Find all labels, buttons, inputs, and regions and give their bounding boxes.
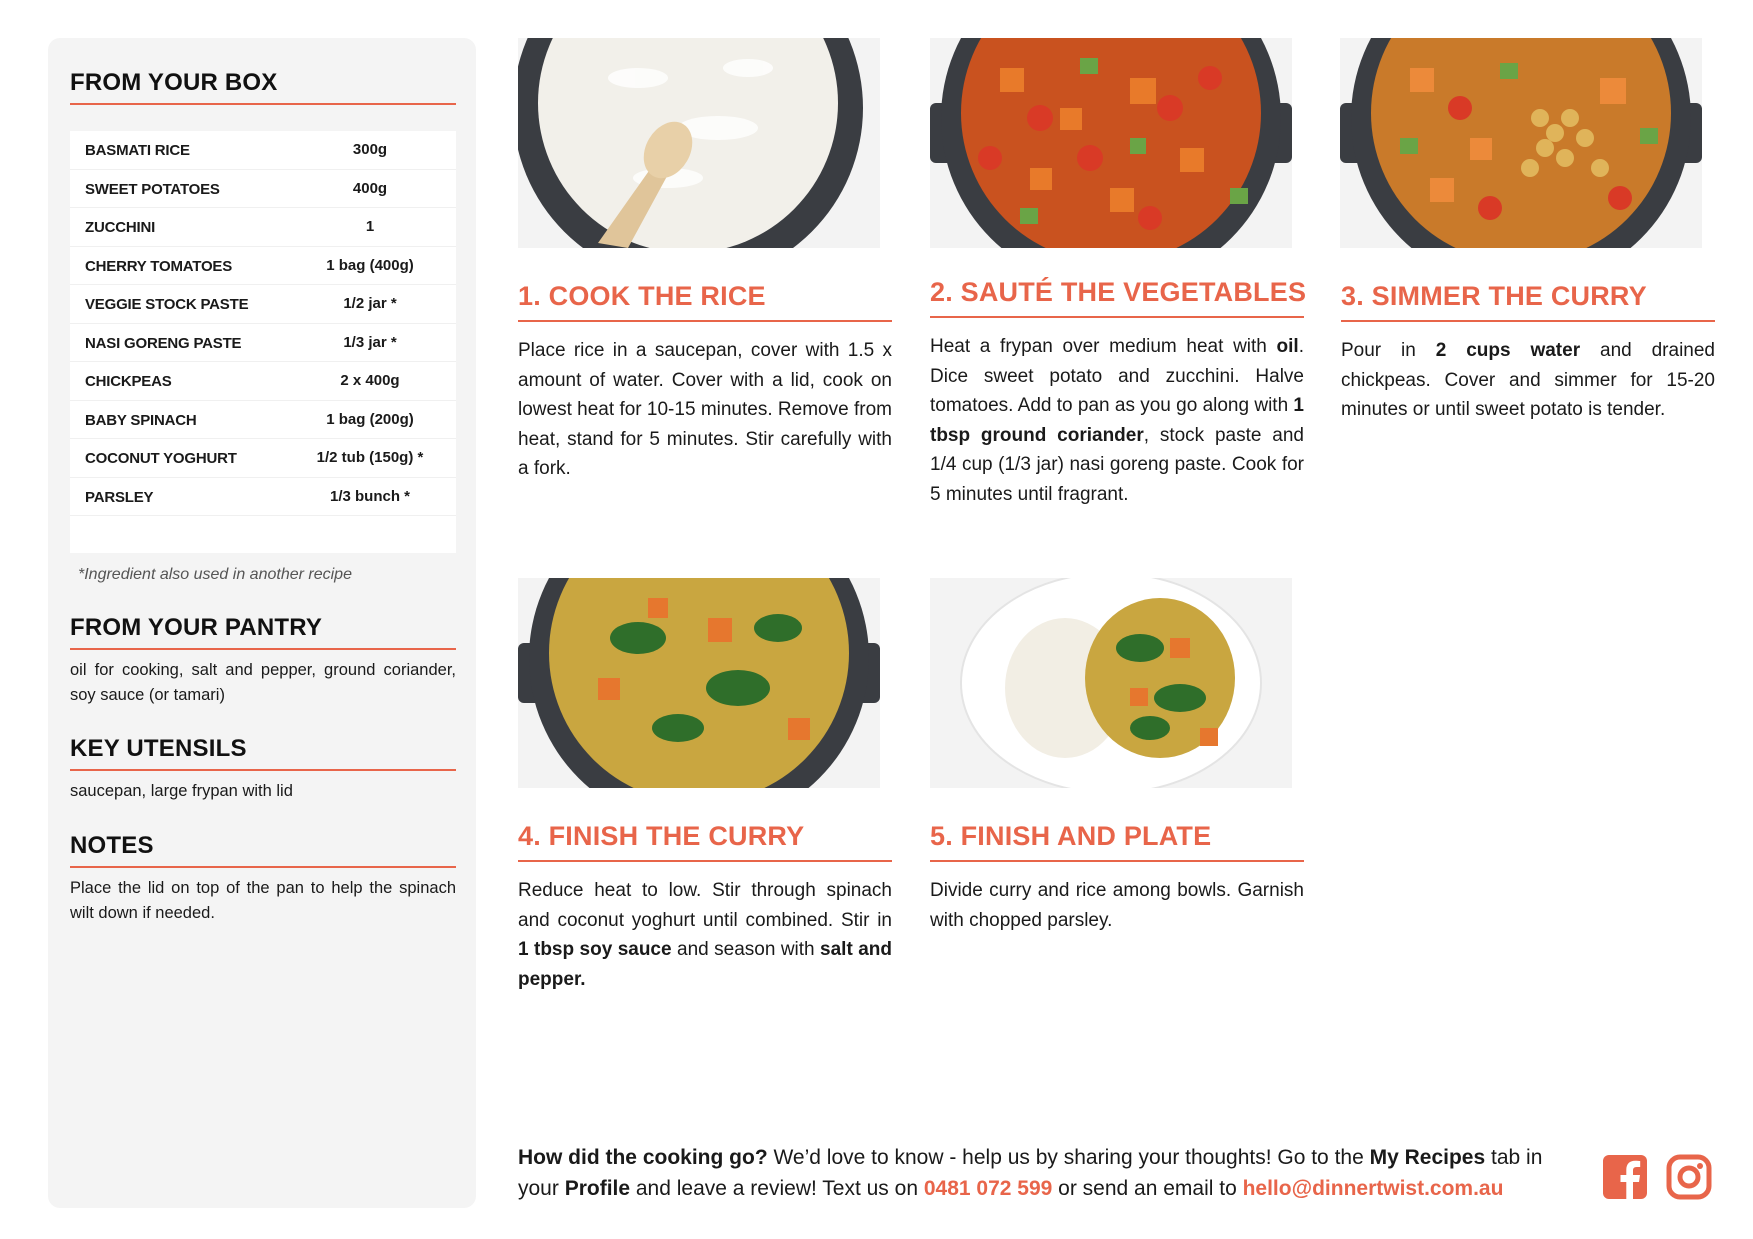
ingredient-name: BABY SPINACH bbox=[85, 411, 197, 429]
ingredient-name: VEGGIE STOCK PASTE bbox=[85, 296, 249, 313]
email-link[interactable]: hello@dinnertwist.com.au bbox=[1242, 1177, 1504, 1200]
ingredient-row bbox=[70, 131, 456, 170]
feedback-text-1: We’d love to know - help us by sharing your thoughts! Go to the bbox=[767, 1146, 1370, 1169]
step-3-rule bbox=[1341, 320, 1715, 322]
feedback-text-4: or send an email to bbox=[1052, 1177, 1243, 1200]
step-3-text bbox=[1341, 336, 1715, 425]
step-text-part: and season with bbox=[671, 939, 821, 960]
ingredient-name: NASI GORENG PASTE bbox=[85, 334, 242, 352]
ingredient-row bbox=[70, 324, 456, 363]
ingredient-name: CHICKPEAS bbox=[85, 373, 172, 390]
step-text-bold: 1 tbsp soy sauce bbox=[518, 939, 672, 960]
step-text-bold: oil bbox=[1276, 336, 1299, 357]
step-2-rule bbox=[930, 316, 1304, 318]
utensils-text: saucepan, large frypan with lid bbox=[70, 782, 293, 800]
ingredient-row bbox=[70, 362, 456, 401]
ingredient-name: COCONUT YOGHURT bbox=[85, 450, 237, 467]
facebook-icon[interactable] bbox=[1602, 1154, 1648, 1200]
ingredient-qty: 300g bbox=[352, 141, 388, 158]
ingredient-qty: 1 bbox=[365, 218, 375, 235]
step-4-photo bbox=[518, 578, 880, 788]
ingredient-footnote: *Ingredient also used in another recipe bbox=[78, 566, 352, 583]
step-text-bold: salt and pepper. bbox=[518, 939, 892, 990]
ingredient-name: SWEET POTATOES bbox=[85, 180, 220, 198]
my-recipes-link[interactable]: My Recipes bbox=[1369, 1146, 1486, 1169]
ingredient-qty: 1/2 tub (150g) * bbox=[316, 449, 424, 466]
ingredient-qty: 2 x 400g bbox=[340, 372, 400, 389]
step-1-title: 1. COOK THE RICE bbox=[518, 281, 766, 311]
feedback-footer bbox=[518, 1142, 1578, 1204]
ingredient-qty: 1/3 bunch * bbox=[329, 487, 411, 505]
ingredient-name: ZUCCHINI bbox=[85, 219, 156, 236]
step-text-part: Pour in bbox=[1341, 340, 1436, 361]
feedback-question: How did the cooking go? bbox=[518, 1146, 768, 1169]
ingredient-qty: 1/3 jar * bbox=[343, 333, 397, 351]
step-5-text bbox=[930, 876, 1304, 935]
step-2-text bbox=[930, 332, 1304, 509]
instagram-icon[interactable] bbox=[1666, 1154, 1712, 1200]
step-text-part: Divide curry and rice among bowls. Garnish with chopped parsley. bbox=[930, 880, 1304, 931]
ingredients-table bbox=[70, 131, 456, 553]
step-5-title: 5. FINISH AND PLATE bbox=[930, 821, 1212, 851]
step-2-photo bbox=[930, 38, 1292, 248]
ingredient-name: BASMATI RICE bbox=[85, 142, 190, 159]
from-your-pantry-title: FROM YOUR PANTRY bbox=[70, 614, 323, 641]
ingredient-qty: 1 bag (200g) bbox=[326, 410, 414, 428]
step-3-title: 3. SIMMER THE CURRY bbox=[1341, 281, 1647, 311]
ingredient-name: PARSLEY bbox=[85, 488, 154, 506]
step-4-title: 4. FINISH THE CURRY bbox=[518, 821, 805, 851]
pantry-text: oil for cooking, salt and pepper, ground coriander, soy sauce (or tamari) bbox=[70, 661, 456, 704]
step-3-photo bbox=[1340, 38, 1702, 248]
step-text-part: Reduce heat to low. Stir through spinach and coconut yoghurt until combined. Stir in bbox=[518, 880, 892, 931]
step-text-part: , stock paste and 1/4 cup (1/3 jar) nasi goreng paste. Cook for 5 minutes until fragrant. bbox=[930, 424, 1304, 505]
feedback-text-3: and leave a review! Text us on bbox=[630, 1177, 924, 1200]
step-text-bold: 2 cups water bbox=[1435, 340, 1581, 361]
ingredient-qty: 1 bag (400g) bbox=[326, 256, 414, 274]
ingredient-qty: 1/2 jar * bbox=[343, 295, 397, 312]
pantry-title-rule bbox=[70, 648, 456, 650]
notes-title: NOTES bbox=[70, 832, 154, 859]
feedback-text-2: tab in your bbox=[518, 1146, 1543, 1200]
phone-link[interactable]: 0481 072 599 bbox=[923, 1177, 1053, 1200]
step-text-part: Place rice in a saucepan, cover with 1.5 x amount of water. Cover with a lid, cook on lowest heat for 10-15 minutes. Remove from heat, stand for 5 minutes. Stir carefully with a fork. bbox=[518, 340, 892, 479]
step-text-part: Heat a frypan over medium heat with bbox=[930, 336, 1277, 357]
from-your-box-title: FROM YOUR BOX bbox=[70, 69, 278, 96]
step-4-rule bbox=[518, 860, 892, 862]
ingredient-name: CHERRY TOMATOES bbox=[85, 257, 233, 275]
ingredient-qty: 400g bbox=[352, 179, 388, 197]
key-utensils-title: KEY UTENSILS bbox=[70, 735, 247, 762]
ingredient-row bbox=[70, 401, 456, 440]
step-1-photo bbox=[518, 38, 880, 248]
profile-link[interactable]: Profile bbox=[564, 1177, 631, 1200]
step-1-rule bbox=[518, 320, 892, 322]
step-5-photo bbox=[930, 578, 1292, 788]
ingredient-row bbox=[70, 170, 456, 209]
step-5-rule bbox=[930, 860, 1304, 862]
step-1-text bbox=[518, 336, 892, 484]
notes-title-rule bbox=[70, 866, 456, 868]
step-2-title: 2. SAUTÉ THE VEGETABLES bbox=[930, 277, 1307, 307]
step-text-bold: 1 tbsp ground coriander bbox=[930, 395, 1304, 446]
step-4-text bbox=[518, 876, 892, 994]
ingredient-row bbox=[70, 208, 456, 247]
ingredient-row bbox=[70, 439, 456, 478]
ingredient-row bbox=[70, 247, 456, 286]
box-title-rule bbox=[70, 103, 456, 105]
ingredients-panel bbox=[48, 38, 476, 1208]
ingredient-row bbox=[70, 285, 456, 324]
ingredient-row bbox=[70, 478, 456, 517]
notes-text: Place the lid on top of the pan to help the spinach wilt down if needed. bbox=[70, 879, 456, 922]
utensils-title-rule bbox=[70, 769, 456, 771]
step-text-part: and drained chickpeas. Cover and simmer for 15-20 minutes or until sweet potato is tender. bbox=[1341, 340, 1715, 420]
step-text-part: . Dice sweet potato and zucchini. Halve tomatoes. Add to pan as you go along with bbox=[930, 336, 1304, 416]
